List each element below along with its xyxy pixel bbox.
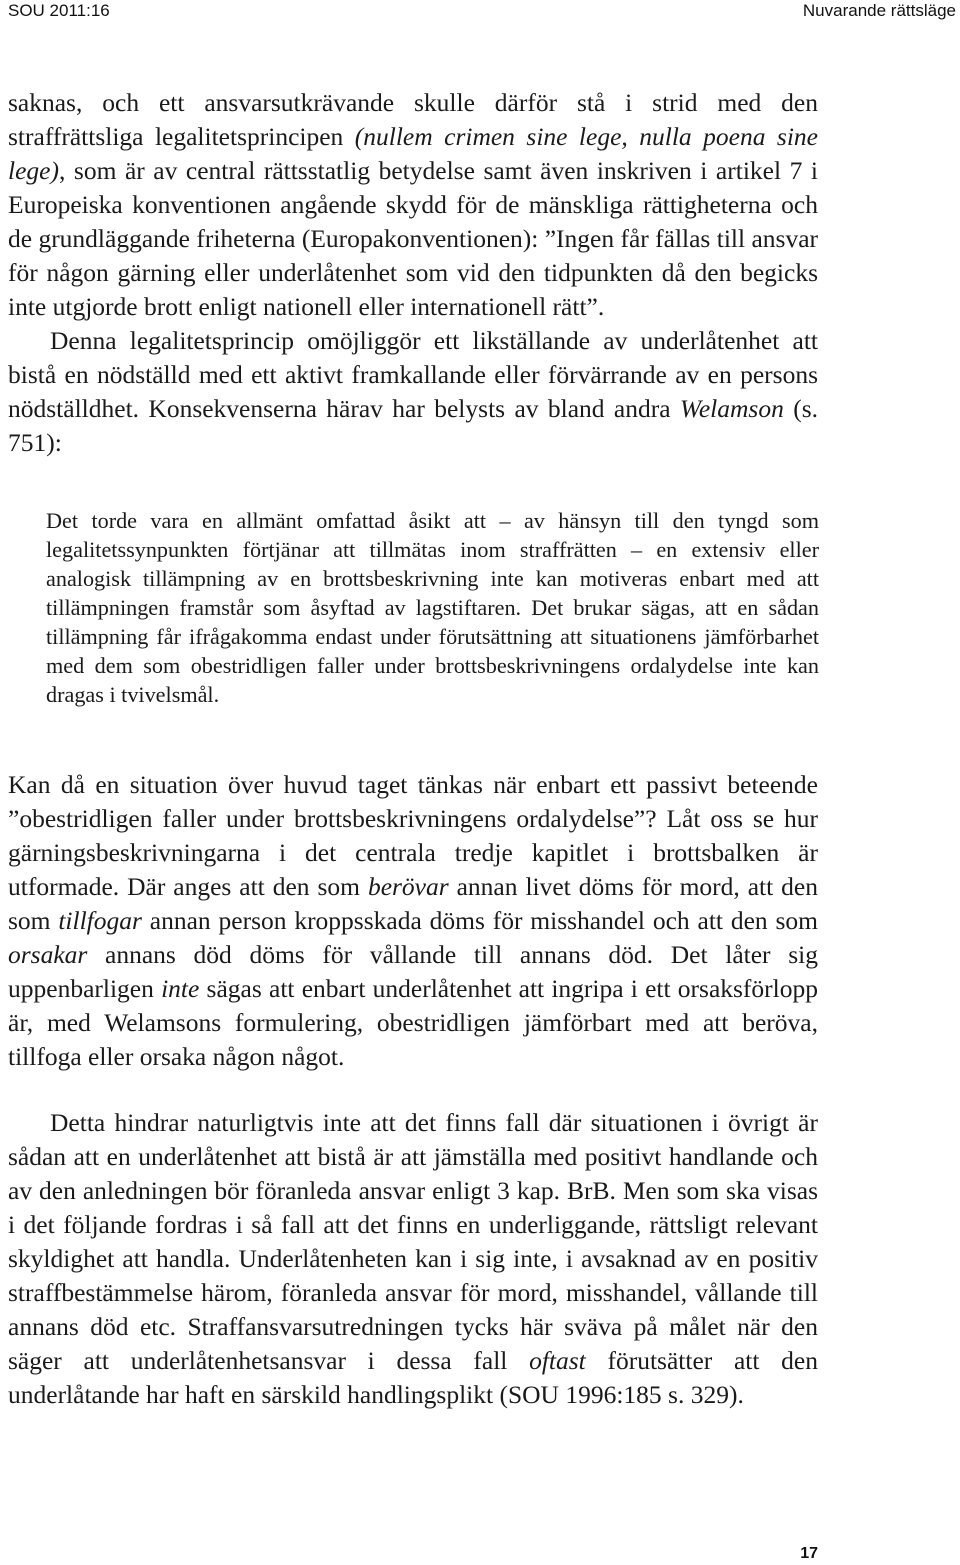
paragraph-2-text: Denna legalitetsprincip omöjliggör ett likställande av underlåtenhet att bistå en nödställd med ett aktivt framkallande eller förvärrande av en persons nödställdhet. Konsekvenserna härav har belysts av bland andra xyxy=(8,326,818,423)
block-quote xyxy=(46,506,819,741)
emphasis-berovar: berövar xyxy=(367,872,449,901)
paragraph-2-text-continued: (s. 751): xyxy=(8,394,818,457)
paragraph-1-text: saknas, och ett ansvarsutkrävande skulle därför stå i strid med den straffrättsliga legalitetsprincipen xyxy=(8,88,818,151)
paragraph-3-text: sägas att enbart underlåtenhet att ingripa i ett orsaksförlopp är, med Welamsons formulering, obestridligen jämförbart med att beröva, tillfoga eller orsaka någon något. xyxy=(8,974,819,1071)
chapter-title: Nuvarande rättsläge xyxy=(802,1,956,20)
latin-maxim: (nullem crimen sine lege, nulla poena sine lege) xyxy=(8,122,818,185)
paragraph-4-text-continued: förutsätter att den underlåtande har haft en särskild handlingsplikt (SOU 1996:185 s. 329). xyxy=(8,1346,818,1409)
paragraph-3-text: annans död döms för vållande till annans död. Det låter sig uppenbarligen xyxy=(8,940,818,1003)
paragraph-3-text: Kan då en situation över huvud taget tänkas när enbart ett passivt beteende ”obestridligen faller under brottsbeskrivningens ordalydelse”? Låt oss se hur gärningsbeskrivningarna i det centrala tredje kapitlet i brottsbalken är utformade. Där anges att den som xyxy=(8,770,818,901)
paragraph-3-text: annan livet döms för mord, att den som xyxy=(8,872,818,935)
emphasis-tillfogar: tillfogar xyxy=(58,906,142,935)
author-welamson: Welamson xyxy=(679,394,784,423)
paragraph-4-text: Detta hindrar naturligtvis inte att det finns fall där situationen i övrigt är sådan att en underlåtenhet att bistå är att jämställa med positivt handlande och av den anledningen bör föranleda ansvar enligt 3 kap. BrB. Men som ska visas i det följande fordras i så fall att det finns en underliggande, rättsligt relevant skyldighet att handla. Underlåtenheten kan i sig inte, i avsaknad av en positiv straffbestämmelse härom, föranleda ansvar för mord, misshandel, vållande till annans död etc. Straffansvarsutredningen tycks här sväva på målet när den säger att underlåtenhetsansvar i dessa fall xyxy=(8,1108,818,1375)
body-paragraph-4 xyxy=(8,1106,818,1482)
emphasis-inte: inte xyxy=(161,974,200,1003)
page-number: 17 xyxy=(800,1545,818,1562)
emphasis-oftast: oftast xyxy=(529,1346,586,1375)
block-quote-text: Det torde vara en allmänt omfattad åsikt att – av hänsyn till den tyngd som legalitetssynpunkten förtjänar att tillmätas inom straffrätten – en extensiv eller analogisk tillämpning av en brottsbeskrivning inte kan motiveras enbart med att tillämpningen framstår som åsyftad av lagstiftaren. Det brukar sägas, att en sådan tillämpning får ifrågakomma endast under förutsättning att situationens jämförbarhet med dem som obestridligen faller under brottsbeskrivningens ordalydelse inte kan dragas i tvivelsmål. xyxy=(46,508,819,707)
body-paragraph-1 xyxy=(8,86,818,496)
document-reference: SOU 2011:16 xyxy=(8,1,110,20)
running-header xyxy=(0,0,960,26)
paragraph-1-text-continued: , som är av central rättsstatlig betydelse samt även inskriven i artikel 7 i Europeiska konventionen angående skydd för de mänskliga rättigheterna och de grundläggande friheterna (Europakonventionen): ”Ingen får fällas till ansvar för någon gärning eller underlåtenhet som vid den tidpunkten då den begicks inte utgjorde brott enligt nationell eller internationell rätt”. xyxy=(8,156,818,321)
emphasis-orsakar: orsakar xyxy=(8,940,88,969)
body-paragraph-3 xyxy=(8,768,818,1108)
paragraph-3-text: annan person kroppsskada döms för misshandel och att den som xyxy=(141,906,818,935)
